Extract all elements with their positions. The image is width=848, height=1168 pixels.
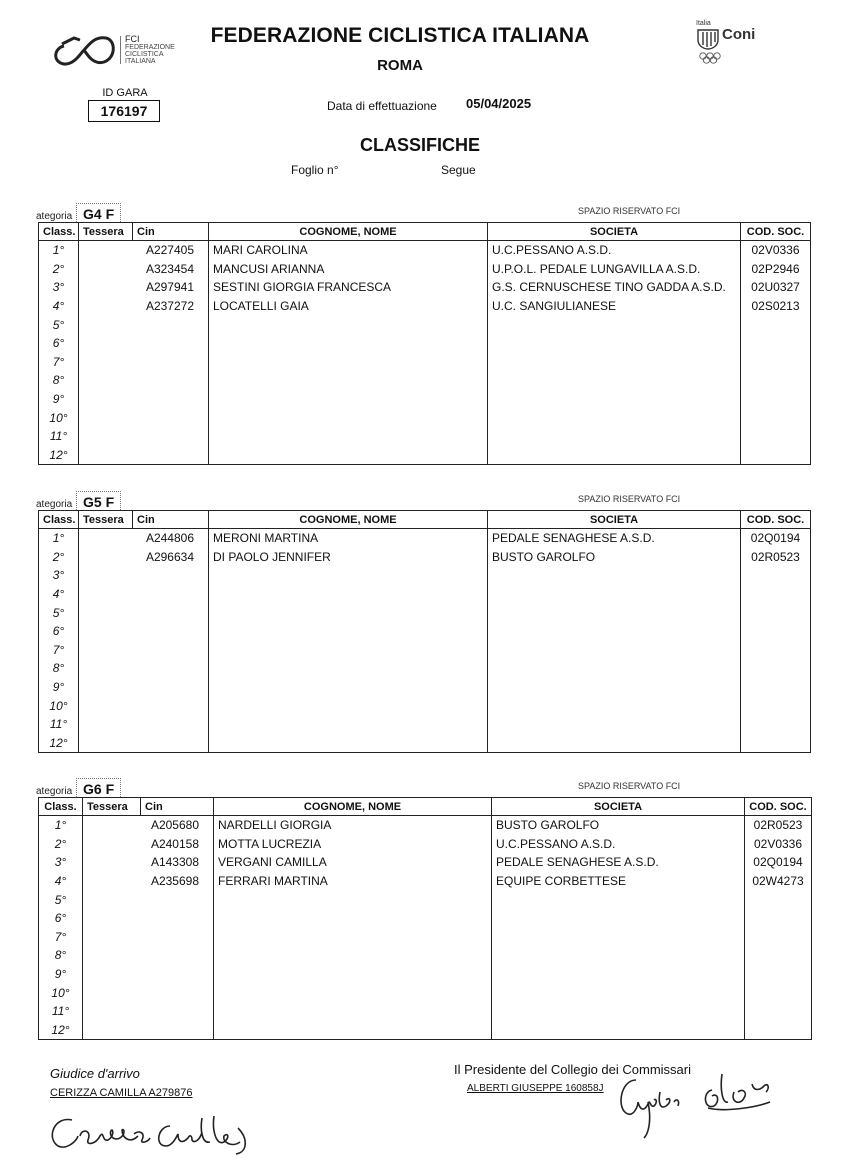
cell-tessera <box>79 446 209 465</box>
cell-cod: 02U0327 <box>741 278 811 297</box>
cell-cod: 02W4273 <box>745 872 812 891</box>
cell-cod <box>745 1021 812 1040</box>
coni-shield-icon <box>696 28 720 50</box>
fci-logo <box>50 30 190 75</box>
cell-position: 7° <box>39 353 79 372</box>
cell-position: 8° <box>39 659 79 678</box>
cell-tessera <box>79 659 209 678</box>
cell-name <box>214 983 492 1002</box>
cell-tessera <box>79 427 209 446</box>
reserved-space-label: SPAZIO RISERVATO FCI <box>578 206 681 216</box>
foglio-label: Foglio n° <box>291 163 339 177</box>
cell-tessera <box>79 353 209 372</box>
cell-societa: G.S. CERNUSCHESE TINO GADDA A.S.D. <box>488 278 741 297</box>
category-value: G4 F <box>76 203 121 222</box>
table-row <box>39 715 811 734</box>
table-row <box>39 696 811 715</box>
cell-societa <box>488 371 741 390</box>
cell-tessera <box>79 585 209 604</box>
cell-cod <box>741 603 811 622</box>
cell-societa: PEDALE SENAGHESE A.S.D. <box>488 529 741 548</box>
category-label: ategoria <box>36 786 73 797</box>
table-row <box>39 928 812 947</box>
table-row <box>39 315 811 334</box>
cell-position: 4° <box>39 297 79 316</box>
fci-line-1: FEDERAZIONE <box>125 44 175 51</box>
race-id-value: 176197 <box>88 100 160 122</box>
cell-societa <box>492 890 745 909</box>
cell-name <box>209 353 488 372</box>
table-header-row <box>39 511 811 529</box>
cell-position: 10° <box>39 408 79 427</box>
header-cod: COD. SOC. <box>745 798 812 816</box>
race-id-label: ID GARA <box>102 87 148 99</box>
table-row <box>39 566 811 585</box>
cell-name: SESTINI GIORGIA FRANCESCA <box>209 278 488 297</box>
cell-name <box>209 585 488 604</box>
cell-cod: 02V0336 <box>745 835 812 854</box>
cell-position: 1° <box>39 241 79 260</box>
table-row <box>39 983 812 1002</box>
cell-tessera <box>79 696 209 715</box>
table-row <box>39 408 811 427</box>
header-societa: SOCIETA <box>488 223 741 241</box>
header-name: COGNOME, NOME <box>209 511 488 529</box>
cell-name <box>209 427 488 446</box>
table-row <box>39 278 811 297</box>
cell-position: 2° <box>39 260 79 279</box>
cell-societa <box>492 928 745 947</box>
cell-societa <box>488 315 741 334</box>
cell-position: 12° <box>39 1021 83 1040</box>
cell-societa <box>488 696 741 715</box>
cell-tessera <box>83 909 214 928</box>
cell-cod: 02P2946 <box>741 260 811 279</box>
category-value: G5 F <box>76 491 121 510</box>
cell-cod <box>741 371 811 390</box>
date-value: 05/04/2025 <box>466 96 532 111</box>
cell-societa <box>488 353 741 372</box>
federation-title: FEDERAZIONE CICLISTICA ITALIANA <box>210 24 590 47</box>
cell-tessera <box>83 1021 214 1040</box>
city: ROMA <box>377 57 423 74</box>
cell-cod <box>741 315 811 334</box>
cell-tessera: A240158 <box>83 835 214 854</box>
cell-position: 6° <box>39 909 83 928</box>
cell-name <box>214 909 492 928</box>
cell-tessera <box>79 734 209 753</box>
cell-position: 11° <box>39 715 79 734</box>
table-row <box>39 585 811 604</box>
cell-tessera <box>83 983 214 1002</box>
cell-position: 4° <box>39 872 83 891</box>
cell-cod: 02Q0194 <box>745 853 812 872</box>
cell-position: 3° <box>39 566 79 585</box>
fci-logo-text <box>125 34 175 65</box>
cell-name <box>209 334 488 353</box>
cell-name: VERGANI CAMILLA <box>214 853 492 872</box>
cell-cod <box>741 334 811 353</box>
table-row <box>39 678 811 697</box>
table-header-row <box>39 223 811 241</box>
cell-position: 12° <box>39 734 79 753</box>
cell-tessera: A237272 <box>79 297 209 316</box>
coni-logo <box>694 20 774 68</box>
table-row <box>39 734 811 753</box>
cell-cod <box>741 446 811 465</box>
cell-name <box>209 715 488 734</box>
cell-name <box>209 622 488 641</box>
cell-position: 1° <box>39 529 79 548</box>
cell-position: 9° <box>39 390 79 409</box>
cell-name <box>209 371 488 390</box>
cell-cod <box>745 909 812 928</box>
header-name: COGNOME, NOME <box>214 798 492 816</box>
cell-position: 9° <box>39 965 83 984</box>
header-tessera: Tessera <box>79 511 133 529</box>
category-value: G6 F <box>76 778 121 797</box>
cell-position: 3° <box>39 853 83 872</box>
cell-societa <box>492 909 745 928</box>
cell-name <box>209 408 488 427</box>
cell-tessera <box>79 603 209 622</box>
cell-position: 4° <box>39 585 79 604</box>
cell-societa <box>488 566 741 585</box>
cell-tessera <box>83 946 214 965</box>
cell-cod <box>741 427 811 446</box>
cell-tessera: A323454 <box>79 260 209 279</box>
cell-tessera <box>79 408 209 427</box>
cell-name: DI PAOLO JENNIFER <box>209 548 488 567</box>
header-cin: Cin <box>133 511 209 529</box>
cell-cod <box>741 659 811 678</box>
cell-societa: BUSTO GAROLFO <box>492 816 745 835</box>
date-label: Data di effettuazione <box>327 99 437 113</box>
header-societa: SOCIETA <box>488 511 741 529</box>
cell-name <box>214 1021 492 1040</box>
cell-cod <box>741 353 811 372</box>
category-label: ategoria <box>36 499 73 510</box>
cell-cod <box>741 734 811 753</box>
table-row <box>39 890 812 909</box>
cell-societa: EQUIPE CORBETTESE <box>492 872 745 891</box>
header-tessera: Tessera <box>83 798 141 816</box>
cell-name <box>209 678 488 697</box>
cell-cod <box>741 390 811 409</box>
cell-societa: PEDALE SENAGHESE A.S.D. <box>492 853 745 872</box>
table-row <box>39 427 811 446</box>
segue-label: Segue <box>441 163 476 177</box>
cell-name <box>209 696 488 715</box>
section-title: CLASSIFICHE <box>359 135 480 155</box>
cell-name: MARI CAROLINA <box>209 241 488 260</box>
cell-tessera: A296634 <box>79 548 209 567</box>
table-row <box>39 1021 812 1040</box>
cell-position: 5° <box>39 315 79 334</box>
classification-table <box>38 510 811 753</box>
fci-logo-divider <box>120 36 121 64</box>
cell-societa: U.P.O.L. PEDALE LUNGAVILLA A.S.D. <box>488 260 741 279</box>
table-row <box>39 390 811 409</box>
table-row <box>39 529 811 548</box>
cell-name: MANCUSI ARIANNA <box>209 260 488 279</box>
cell-name <box>209 566 488 585</box>
cell-position: 2° <box>39 548 79 567</box>
cell-cod: 02R0523 <box>745 816 812 835</box>
cell-tessera: A244806 <box>79 529 209 548</box>
cell-name <box>209 659 488 678</box>
reserved-space-label: SPAZIO RISERVATO FCI <box>578 781 681 791</box>
cell-cod <box>745 890 812 909</box>
table-row <box>39 241 811 260</box>
header-name: COGNOME, NOME <box>209 223 488 241</box>
cell-tessera: A297941 <box>79 278 209 297</box>
cell-cod <box>741 566 811 585</box>
cell-cod: 02R0523 <box>741 548 811 567</box>
cell-name <box>209 315 488 334</box>
cell-societa <box>488 622 741 641</box>
cell-name: MERONI MARTINA <box>209 529 488 548</box>
header-cod: COD. SOC. <box>741 511 811 529</box>
cell-name: LOCATELLI GAIA <box>209 297 488 316</box>
cell-name: MOTTA LUCREZIA <box>214 835 492 854</box>
cell-societa: U.C.PESSANO A.S.D. <box>492 835 745 854</box>
cell-societa <box>492 946 745 965</box>
cell-name <box>209 603 488 622</box>
cell-position: 10° <box>39 983 83 1002</box>
fci-short: FCI <box>125 34 140 44</box>
table-row <box>39 297 811 316</box>
cell-societa <box>488 678 741 697</box>
cell-name <box>214 1002 492 1021</box>
table-row <box>39 353 811 372</box>
cell-position: 7° <box>39 641 79 660</box>
cell-position: 9° <box>39 678 79 697</box>
cell-name <box>214 946 492 965</box>
cell-tessera <box>79 715 209 734</box>
table-row <box>39 334 811 353</box>
president-label: Il Presidente del Collegio dei Commissari <box>454 1062 691 1077</box>
cell-societa <box>492 965 745 984</box>
classification-table <box>38 222 811 465</box>
cell-tessera: A227405 <box>79 241 209 260</box>
cell-societa <box>492 1002 745 1021</box>
cell-name <box>209 641 488 660</box>
cell-position: 6° <box>39 334 79 353</box>
cell-cod: 02V0336 <box>741 241 811 260</box>
table-row <box>39 641 811 660</box>
header-cin: Cin <box>133 223 209 241</box>
judge-signature-icon <box>42 1108 262 1158</box>
cell-cod <box>745 1002 812 1021</box>
header-class: Class. <box>39 798 83 816</box>
cell-tessera <box>79 641 209 660</box>
table-header-row <box>39 798 812 816</box>
table-row <box>39 446 811 465</box>
cell-position: 5° <box>39 603 79 622</box>
table-row <box>39 853 812 872</box>
cell-tessera <box>79 566 209 585</box>
cell-societa <box>488 603 741 622</box>
cell-name: FERRARI MARTINA <box>214 872 492 891</box>
cell-position: 5° <box>39 890 83 909</box>
cell-societa <box>492 1021 745 1040</box>
cell-name <box>214 928 492 947</box>
cell-cod <box>741 585 811 604</box>
cell-tessera <box>79 622 209 641</box>
cell-cod <box>745 946 812 965</box>
table-row <box>39 872 812 891</box>
cell-cod <box>741 622 811 641</box>
header-societa: SOCIETA <box>492 798 745 816</box>
cell-tessera <box>79 371 209 390</box>
table-row <box>39 1002 812 1021</box>
cell-cod <box>745 965 812 984</box>
cell-position: 11° <box>39 427 79 446</box>
cell-societa: U.C.PESSANO A.S.D. <box>488 241 741 260</box>
table-row <box>39 965 812 984</box>
cell-position: 2° <box>39 835 83 854</box>
cell-cod <box>741 641 811 660</box>
judge-name: CERIZZA CAMILLA A279876 <box>50 1087 193 1099</box>
cell-tessera <box>83 890 214 909</box>
cell-societa <box>488 390 741 409</box>
cell-cod <box>745 928 812 947</box>
cell-name <box>214 965 492 984</box>
cell-position: 10° <box>39 696 79 715</box>
table-row <box>39 260 811 279</box>
cell-tessera <box>79 315 209 334</box>
cell-societa: BUSTO GAROLFO <box>488 548 741 567</box>
table-row <box>39 548 811 567</box>
header-tessera: Tessera <box>79 223 133 241</box>
header-cin: Cin <box>141 798 214 816</box>
fci-bicycle-logo-icon <box>50 30 118 70</box>
cell-name <box>209 390 488 409</box>
cell-tessera <box>79 334 209 353</box>
coni-italia-text: Italia <box>696 20 711 27</box>
cell-cod <box>741 696 811 715</box>
cell-tessera: A235698 <box>83 872 214 891</box>
cell-position: 8° <box>39 946 83 965</box>
cell-societa <box>488 585 741 604</box>
cell-societa <box>488 427 741 446</box>
cell-cod <box>741 715 811 734</box>
cell-position: 3° <box>39 278 79 297</box>
olympic-rings-icon <box>698 52 722 64</box>
cell-position: 6° <box>39 622 79 641</box>
cell-position: 11° <box>39 1002 83 1021</box>
category-label: ategoria <box>36 211 73 222</box>
cell-societa <box>488 715 741 734</box>
cell-cod <box>745 983 812 1002</box>
cell-tessera <box>83 965 214 984</box>
cell-tessera <box>83 1002 214 1021</box>
cell-tessera: A205680 <box>83 816 214 835</box>
cell-position: 1° <box>39 816 83 835</box>
reserved-space-label: SPAZIO RISERVATO FCI <box>578 494 681 504</box>
cell-name <box>209 446 488 465</box>
header-class: Class. <box>39 511 79 529</box>
cell-societa <box>488 408 741 427</box>
table-row <box>39 816 812 835</box>
cell-position: 7° <box>39 928 83 947</box>
cell-tessera: A143308 <box>83 853 214 872</box>
header-cod: COD. SOC. <box>741 223 811 241</box>
table-row <box>39 835 812 854</box>
cell-cod: 02Q0194 <box>741 529 811 548</box>
coni-word: Coni <box>722 26 756 43</box>
cell-tessera <box>79 390 209 409</box>
president-name: ALBERTI GIUSEPPE 160858J <box>467 1083 604 1094</box>
cell-name <box>214 890 492 909</box>
cell-societa <box>488 334 741 353</box>
table-row <box>39 603 811 622</box>
cell-position: 12° <box>39 446 79 465</box>
cell-cod: 02S0213 <box>741 297 811 316</box>
cell-cod <box>741 408 811 427</box>
judge-label: Giudice d'arrivo <box>50 1066 140 1081</box>
cell-cod <box>741 678 811 697</box>
cell-societa <box>488 659 741 678</box>
cell-societa <box>492 983 745 1002</box>
president-signature-icon <box>614 1062 784 1142</box>
table-row <box>39 659 811 678</box>
cell-societa <box>488 446 741 465</box>
table-row <box>39 909 812 928</box>
cell-tessera <box>83 928 214 947</box>
cell-societa <box>488 641 741 660</box>
fci-line-2: CICLISTICA <box>125 51 164 58</box>
table-row <box>39 622 811 641</box>
cell-societa <box>488 734 741 753</box>
classification-table <box>38 797 812 1040</box>
fci-line-3: ITALIANA <box>125 58 156 65</box>
cell-tessera <box>79 678 209 697</box>
cell-name: NARDELLI GIORGIA <box>214 816 492 835</box>
table-row <box>39 371 811 390</box>
cell-societa: U.C. SANGIULIANESE <box>488 297 741 316</box>
table-row <box>39 946 812 965</box>
cell-name <box>209 734 488 753</box>
header-class: Class. <box>39 223 79 241</box>
cell-position: 8° <box>39 371 79 390</box>
